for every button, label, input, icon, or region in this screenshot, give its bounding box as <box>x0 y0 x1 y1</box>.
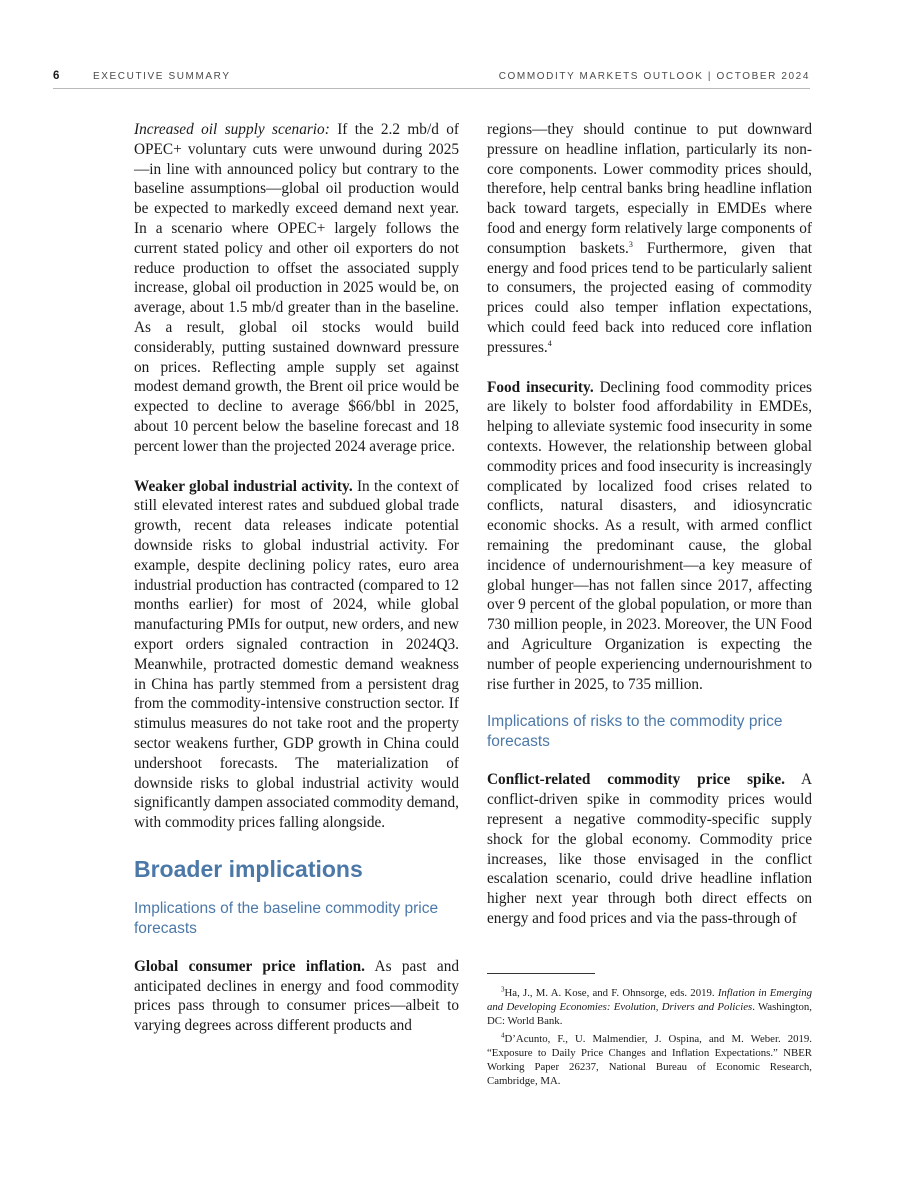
right-column <box>487 120 812 929</box>
paragraph-inflation-continued <box>487 120 812 358</box>
footnote-ref[interactable]: 4 <box>547 338 552 348</box>
subsection-heading: Implications of risks to the commodity price forecasts <box>487 713 783 751</box>
page-number: 6 <box>53 70 60 82</box>
section-title: EXECUTIVE SUMMARY <box>93 71 231 82</box>
paragraph-text: As past and anticipated declines in energy and food commodity prices pass through to consumer prices—albeit to varying degrees across different products and <box>134 957 459 1035</box>
footnote <box>487 1032 812 1088</box>
publication-title: COMMODITY MARKETS OUTLOOK | OCTOBER 2024 <box>498 71 810 82</box>
paragraph-text: Furthermore, given that energy and food prices tend to be particularly salient to consumers, the projected easing of commodity prices could also temper inflation expectations, which could feed back into reduced core inflation pressures. <box>487 239 813 356</box>
paragraph-food-insecurity <box>487 378 812 695</box>
paragraph-conflict-spike <box>487 770 812 928</box>
page-header <box>53 70 810 89</box>
paragraph-text: In the context of still elevated interest rates and subdued global trade growth, recent data releases indicate potential downside risks to global industrial activity. For example, despite declining policy rates, euro area industrial production has contracted (compared to 12 months earlier) for most of 2024, while global manufacturing PMIs for output, new orders, and new export orders signaled contraction in 2024Q3. Meanwhile, protracted domestic demand weakness in China has partly stemmed from a persistent drag from the commodity-intensive construction sector. If stimulus measures do not take root and the property sector weakens further, GDP growth in China could undershoot forecasts. The materialization of downside risks to global industrial activity would significantly dampen associated commodity demand, with commodity prices falling alongside. <box>134 477 459 832</box>
paragraph-lead: Food insecurity. <box>487 378 594 396</box>
paragraph-text: Declining food commodity prices are likely to bolster food affordability in EMDEs, helping to alleviate systemic food insecurity in some contexts. However, the relationship between global commodity prices and food insecurity is increasingly complicated by localized food crises related to conflicts, natural disasters, and idiosyncratic economic shocks. As a result, with armed conflict remaining the predominant cause, the global incidence of undernourishment—a key measure of global hunger—has not fallen since 2017, affecting over 9 percent of the global population, or more than 730 million people, in 2023. Moreover, the UN Food and Agriculture Organization is expecting the number of people experiencing undernourishment to rise further in 2025, to 735 million. <box>487 378 812 693</box>
paragraph-text: A conflict-driven spike in commodity prices would represent a negative commodity-specific supply shock for the global economy. Commodity price increases, like those envisaged in the conflict escalation scenario, could drive headline inflation higher next year through both direct effects on energy and food prices and via the pass-through of <box>487 771 812 927</box>
section-heading: Broader implications <box>134 855 363 882</box>
footnote-text: D’Acunto, F., U. Malmendier, J. Ospina, and M. Weber. 2019. “Exposure to Daily Price Changes and Inflation Expectations.” NBER Working Paper 26237, National Bureau of Economic Research, Cambridge, MA. <box>487 1033 812 1087</box>
footnote-number: 3 <box>501 985 505 994</box>
footnote-divider <box>487 973 595 974</box>
subsection-heading: Implications of the baseline commodity price forecasts <box>134 899 439 937</box>
footnotes <box>487 986 812 1092</box>
paragraph-lead: Global consumer price inflation. <box>134 957 365 975</box>
footnote-title: Inflation in Emerging and Developing Economies: Evolution, Drivers and Policies <box>487 987 812 1013</box>
footnote-text: Ha, J., M. A. Kose, and F. Ohnsorge, eds. 2019. <box>504 987 718 999</box>
paragraph-industrial-activity <box>134 477 459 833</box>
paragraph-consumer-inflation <box>134 957 459 1036</box>
footnote <box>487 986 812 1028</box>
paragraph-lead: Weaker global industrial activity. <box>134 477 353 495</box>
paragraph-oil-supply <box>134 120 459 457</box>
paragraph-text: regions—they should continue to put downward pressure on headline inflation, particularly its non-core components. Lower commodity prices should, therefore, help central banks bring headline inflation back toward targets, especially in EMDEs where food and energy form relatively large components of consumption baskets. <box>487 121 812 257</box>
left-column <box>134 120 459 1036</box>
paragraph-text: If the 2.2 mb/d of OPEC+ voluntary cuts were unwound during 2025—in line with announced policy but contrary to the baseline assumptions—global oil production would be expected to markedly exceed demand next year. In a scenario where OPEC+ largely follows the current stated policy and other oil exporters do not reduce production to offset the associated supply increase, global oil production in 2025 would be, on average, about 1.5 mb/d greater than in the baseline. As a result, global oil stocks would build considerably, putting sustained downward pressure on prices. Reflecting ample supply set against modest demand growth, the Brent oil price would be expected to decline to average $66/bbl in 2025, about 10 percent below the baseline forecast and 18 percent lower than the projected 2024 average price. <box>134 121 459 455</box>
footnote-text: . Washington, DC: World Bank. <box>487 1001 812 1027</box>
footnote-ref[interactable]: 3 <box>628 239 633 249</box>
paragraph-lead: Increased oil supply scenario: <box>134 121 330 138</box>
footnote-number: 4 <box>501 1031 505 1040</box>
paragraph-lead: Conflict-related commodity price spike. <box>487 771 785 789</box>
